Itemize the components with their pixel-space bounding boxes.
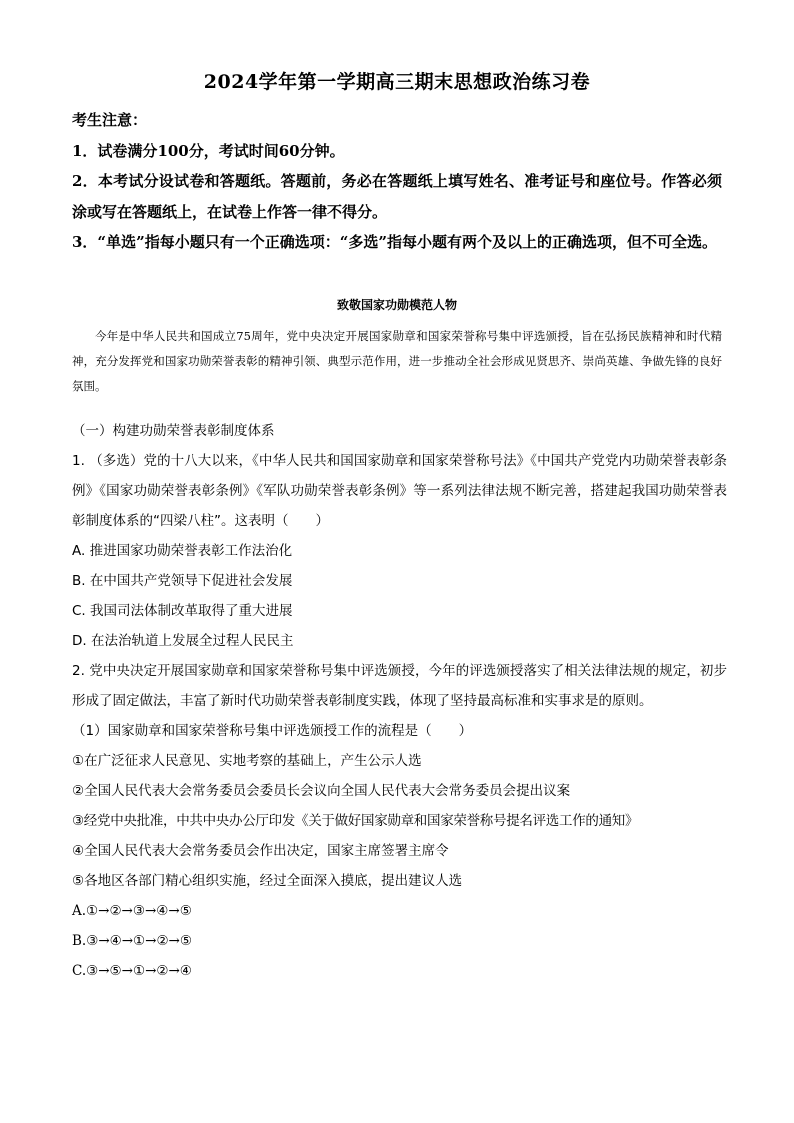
- question-2-step: ②全国人民代表大会常务委员会委员长会议向全国人民代表大会常务委员会提出议案: [72, 783, 571, 799]
- question-1-option-d: D. 在法治轨道上发展全过程人民民主: [72, 633, 294, 649]
- question-2-step: ⑤各地区各部门精心组织实施，经过全面深入摸底，提出建议人选: [72, 873, 463, 889]
- part-title: （一）构建功勋荣誉表彰制度体系: [72, 423, 275, 439]
- question-1-option-a: A. 推进国家功勋荣誉表彰工作法治化: [72, 543, 293, 559]
- question-2-sub1: （1）国家勋章和国家荣誉称号集中评选颁授工作的流程是（ ）: [72, 723, 473, 739]
- question-1-option-b: B. 在中国共产党领导下促进社会发展: [72, 573, 293, 589]
- question-2-option-a: A.①→②→③→④→⑤: [72, 903, 192, 919]
- question-2-option-c: C.③→⑤→①→②→④: [72, 963, 192, 979]
- notice-item: 3．“单选”指每小题只有一个正确选项：“多选”指每小题有两个及以上的正确选项，但不可全选。: [72, 233, 717, 251]
- question-2-step: ③经党中央批准，中共中央办公厅印发《关于做好国家勋章和国家荣誉称号提名评选工作的通知》: [72, 813, 639, 829]
- question-2-stem: 2. 党中央决定开展国家勋章和国家荣誉称号集中评选颁授，今年的评选颁授落实了相关法律法规的规定，初步形成了固定做法，丰富了新时代功勋荣誉表彰制度实践，体现了坚持最高标准和实事求是的原则。: [72, 663, 727, 709]
- question-2-step: ④全国人民代表大会常务委员会作出决定，国家主席签署主席令: [72, 843, 449, 859]
- question-2-step: ①在广泛征求人民意见、实地考察的基础上，产生公示人选: [72, 753, 422, 769]
- question-block: [72, 416, 727, 986]
- notice-header: 考生注意：: [72, 111, 148, 129]
- notice-item: 1．试卷满分100分，考试时间60分钟。: [72, 141, 345, 160]
- exam-title: 2024学年第一学期高三期末思想政治练习卷: [203, 71, 591, 93]
- question-1-stem: 1. （多选）党的十八大以来，《中华人民共和国国家勋章和国家荣誉称号法》《中国共产党党内功勋荣誉表彰条例》《国家功勋荣誉表彰条例》《军队功勋荣誉表彰条例》等一系列法律法规不断完善，搭建起我国功勋荣誉表彰制度体系的“四梁八柱”。这表明（ ）: [72, 453, 727, 529]
- notice-block: [72, 105, 722, 258]
- question-2-option-b: B.③→④→①→②→⑤: [72, 933, 192, 949]
- intro-paragraph: 今年是中华人民共和国成立75周年，党中央决定开展国家勋章和国家荣誉称号集中评选颁授，旨在弘扬民族精神和时代精神，充分发挥党和国家功勋荣誉表彰的精神引领、典型示范作用，进一步推动全社会形成见贤思齐、崇尚英雄、争做先锋的良好氛围。: [72, 329, 722, 393]
- notice-item: 2．本考试分设试卷和答题纸。答题前，务必在答题纸上填写姓名、准考证号和座位号。作答必须涂或写在答题纸上，在试卷上作答一律不得分。: [72, 172, 722, 221]
- section-title: 致敬国家功勋模范人物: [336, 298, 457, 312]
- question-1-option-c: C. 我国司法体制改革取得了重大进展: [72, 603, 293, 619]
